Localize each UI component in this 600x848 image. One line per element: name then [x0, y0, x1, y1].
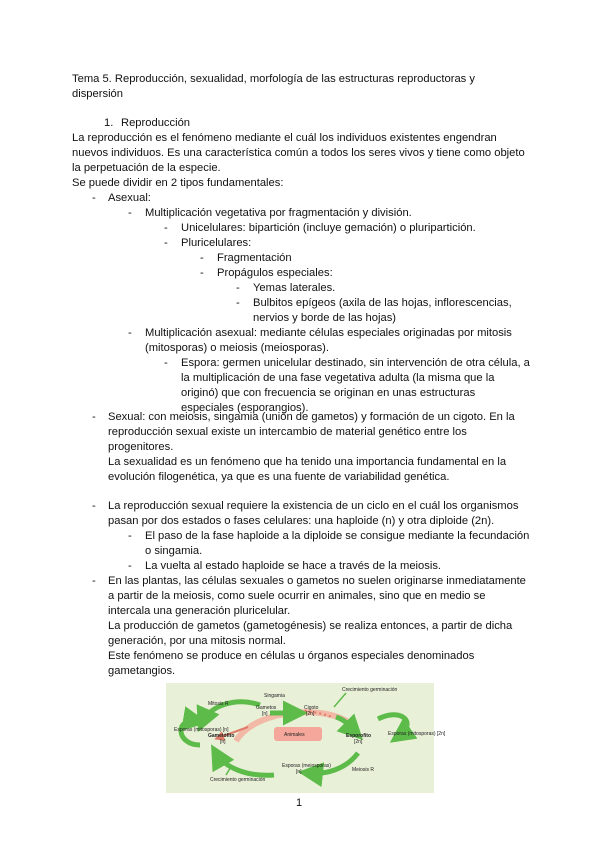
- bullet-dash: -: [92, 411, 96, 423]
- cycle-line: La reproducción sexual requiere la existencia de un ciclo en el cuál los organismos: [108, 500, 519, 512]
- bullet-dash: -: [92, 575, 96, 587]
- plants-line: La producción de gametos (gametogénesis) se realiza entonces, a partir de dicha: [108, 620, 513, 632]
- gametos-ploidy: [n]: [262, 711, 268, 717]
- bullet-dash: -: [128, 327, 132, 339]
- spore-line: Espora: germen unicelular destinado, sin intervención de otra célula, a: [181, 357, 530, 369]
- esporofito-ploidy: [2n]: [354, 739, 363, 745]
- bullet-dash: -: [164, 222, 168, 234]
- plants-line: intercala una generación pluricelular.: [108, 605, 291, 617]
- singamia-label: Singamia: [264, 693, 285, 699]
- bullet-dash: -: [200, 267, 204, 279]
- doc-title-line-1: Tema 5. Reproducción, sexualidad, morfología de las estructuras reproductoras y: [72, 73, 475, 85]
- page-number: 1: [296, 797, 303, 809]
- asexual-multiplication-line: Multiplicación asexual: mediante células especiales originadas por mitosis: [145, 327, 512, 339]
- bullet-dash: -: [92, 500, 96, 512]
- bullet-dash: -: [236, 282, 240, 294]
- cycle-sub2: La vuelta al estado haploide se hace a través de la meiosis.: [145, 560, 442, 572]
- bullet-dash: -: [164, 237, 168, 249]
- bulbils-line: Bulbitos epígeos (axila de las hojas, inflorescencias,: [253, 297, 512, 309]
- doc-title-line-2: dispersión: [72, 88, 123, 100]
- pluricellular: Pluricelulares:: [181, 237, 252, 249]
- lateral-buds: Yemas laterales.: [253, 282, 336, 294]
- plants-line: a partir de la meiosis, como suele ocurrir en animales, sino que en medio se: [108, 590, 486, 602]
- special-propagules: Propágulos especiales:: [217, 267, 333, 279]
- spore-line: la multiplicación de una fase vegetativa adulta (la misma que la: [181, 372, 495, 384]
- fragmentation: Fragmentación: [217, 252, 292, 264]
- cigoto-ploidy: [2n]: [306, 711, 315, 717]
- cycle-sub1-line: El paso de la fase haploide a la diploide se consigue mediante la fecundación: [145, 530, 530, 542]
- bullet-dash: -: [92, 192, 96, 204]
- gametofito-ploidy: [n]: [220, 739, 226, 745]
- spore-line: especiales (esporangios).: [181, 402, 309, 414]
- bullet-dash: -: [128, 560, 132, 572]
- bulbils-line: nervios y borde de las hojas): [253, 312, 397, 324]
- unicellular: Unicelulares: bipartición (incluye gemación) o pluripartición.: [181, 222, 476, 234]
- plants-line: Este fenómeno se produce en células u órganos especiales denominados: [108, 650, 475, 662]
- esporas-mitosporas-n-label: Esporas (mitosporas) [n]: [174, 727, 229, 733]
- intro-line: Se puede dividir en 2 tipos fundamentales:: [72, 177, 284, 189]
- animales-label: Animales: [284, 732, 305, 738]
- sexual-line: reproducción sexual existe un intercambio de material genético entre los: [108, 426, 467, 438]
- life-cycle-diagram-svg: [166, 683, 446, 793]
- bullet-dash: -: [200, 252, 204, 264]
- cigoto-label: Cigoto: [304, 705, 319, 711]
- esporas-meiosporas-label: Esporas (meiosporas): [282, 763, 331, 769]
- asexual-multiplication-line: (mitosporas) o meiosis (meiosporas).: [145, 342, 330, 354]
- plants-line: generación, por una mitosis normal.: [108, 635, 286, 647]
- bullet-dash: -: [164, 357, 168, 369]
- section-heading: Reproducción: [121, 117, 191, 129]
- plants-line: En las plantas, las células sexuales o gametos no suelen originarse inmediatamente: [108, 575, 526, 587]
- sexual-line: La sexualidad es un fenómeno que ha tenido una importancia fundamental en la: [108, 456, 507, 468]
- bullet-dash: -: [128, 530, 132, 542]
- intro-line: La reproducción es el fenómeno mediante el cuál los individuos existentes engendran: [72, 132, 497, 144]
- life-cycle-diagram: [166, 683, 446, 793]
- esporas-meiosporas-ploidy: [n]: [296, 769, 302, 775]
- cycle-sub1-line: o singamia.: [145, 545, 203, 557]
- vegetative-multiplication: Multiplicación vegetativa por fragmentación y división.: [145, 207, 412, 219]
- intro-line: la perpetuación de la especie.: [72, 162, 221, 174]
- spore-line: originó) que con frecuencia se originan en unas estructuras: [181, 387, 476, 399]
- gametos-label: Gametos: [256, 705, 277, 711]
- gametofito-label: Gametófito: [208, 733, 235, 739]
- cycle-line: pasan por dos estados o fases celulares: una haploide (n) y otra diploide (2n).: [108, 515, 495, 527]
- meiosis-r-label: Meiosis R: [352, 767, 374, 773]
- sexual-line: evolución filogenética, ya que es una fuente de variabilidad genética.: [108, 471, 450, 483]
- section-number: 1.: [104, 117, 114, 129]
- plants-line: gametangios.: [108, 665, 176, 677]
- asexual-label: Asexual:: [108, 192, 151, 204]
- esporofito-label: Esporofito: [346, 733, 371, 739]
- sexual-line: Sexual: con meiosis, singamia (unión de gametos) y formación de un cigoto. En la: [108, 411, 515, 423]
- esporofito-germinacion-label: Crecimiento germinación: [342, 687, 398, 693]
- sexual-line: progenitores.: [108, 441, 174, 453]
- bullet-dash: -: [236, 297, 240, 309]
- gametofito-germinacion-label: Crecimiento germinación: [210, 777, 266, 783]
- esporas-mitosporas-2n-label: Esporas (mitosporas) [2n]: [388, 731, 446, 737]
- bullet-dash: -: [128, 207, 132, 219]
- mitosis-r-label: Mitosis R: [208, 701, 229, 707]
- intro-line: nuevos individuos. Es una característica común a todos los seres vivos y tiene como objeto: [72, 147, 525, 159]
